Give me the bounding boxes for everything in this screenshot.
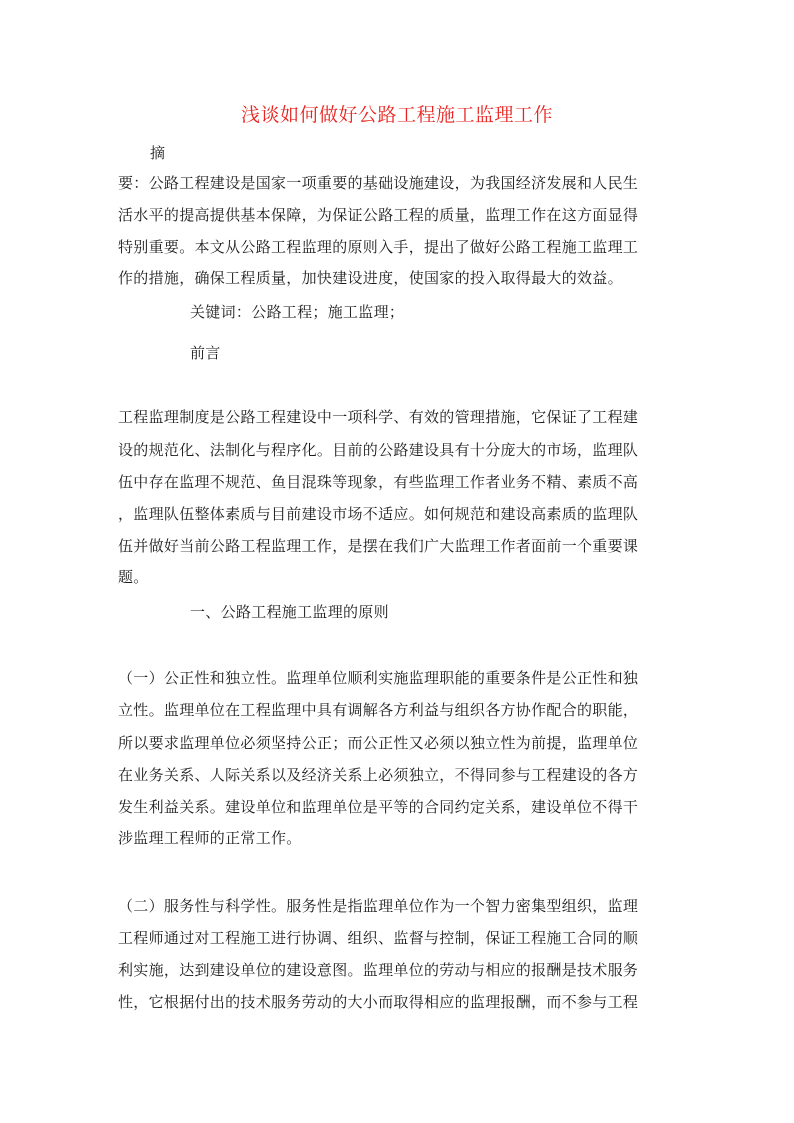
abstract-line: 要：公路工程建设是国家一项重要的基础设施建设，为我国经济发展和人民生 xyxy=(118,174,639,192)
keywords: 关键词：公路工程；施工监理； xyxy=(190,303,405,321)
preface-line: 工程监理制度是公路工程建设中一项科学、有效的管理措施，它保证了工程建 xyxy=(118,408,639,426)
paragraph-line: 立性。监理单位在工程监理中具有调解各方利益与组织各方协作配合的职能， xyxy=(118,701,639,719)
section-heading: 一、公路工程施工监理的原则 xyxy=(190,603,389,621)
paragraph-line: （一）公正性和独立性。监理单位顺利实施监理职能的重要条件是公正性和独 xyxy=(118,669,639,687)
preface-line: 伍中存在监理不规范、鱼目混珠等现象，有些监理工作者业务不精、素质不高 xyxy=(118,473,639,491)
abstract-line: 特别重要。本文从公路工程监理的原则入手，提出了做好公路工程施工监理工 xyxy=(118,238,639,256)
document-title: 浅谈如何做好公路工程施工监理工作 xyxy=(240,104,553,126)
paragraph-line: 工程师通过对工程施工进行协调、组织、监督与控制，保证工程施工合同的顺 xyxy=(118,929,639,947)
paragraph-line: （二）服务性与科学性。服务性是指监理单位作为一个智力密集型组织，监理 xyxy=(118,897,639,915)
paragraph-line: 利实施，达到建设单位的建设意图。监理单位的劳动与相应的报酬是技术服务 xyxy=(118,961,639,979)
preface-line: 题。 xyxy=(118,568,149,586)
abstract-line: 作的措施，确保工程质量，加快建设进度，使国家的投入取得最大的效益。 xyxy=(118,269,623,287)
paragraph-line: 涉监理工程师的正常工作。 xyxy=(118,829,302,847)
preface-line: 伍并做好当前公路工程监理工作，是摆在我们广大监理工作者面前一个重要课 xyxy=(118,537,639,555)
paragraph-line: 发生利益关系。建设单位和监理单位是平等的合同约定关系，建设单位不得干 xyxy=(118,798,639,816)
abstract-line: 活水平的提高提供基本保障，为保证公路工程的质量，监理工作在这方面显得 xyxy=(118,206,639,224)
paragraph-line: 性，它根据付出的技术服务劳动的大小而取得相应的监理报酬，而不参与工程 xyxy=(118,993,639,1011)
preface-heading: 前言 xyxy=(190,344,221,362)
paragraph-line: 所以要求监理单位必须坚持公正；而公正性又必须以独立性为前提，监理单位 xyxy=(118,734,639,752)
paragraph-line: 在业务关系、人际关系以及经济关系上必须独立，不得同参与工程建设的各方 xyxy=(118,766,639,784)
preface-line: ，监理队伍整体素质与目前建设市场不适应。如何规范和建设高素质的监理队 xyxy=(118,505,639,523)
preface-line: 设的规范化、法制化与程序化。目前的公路建设具有十分庞大的市场，监理队 xyxy=(118,441,639,459)
abstract-label: 摘 xyxy=(150,144,166,162)
